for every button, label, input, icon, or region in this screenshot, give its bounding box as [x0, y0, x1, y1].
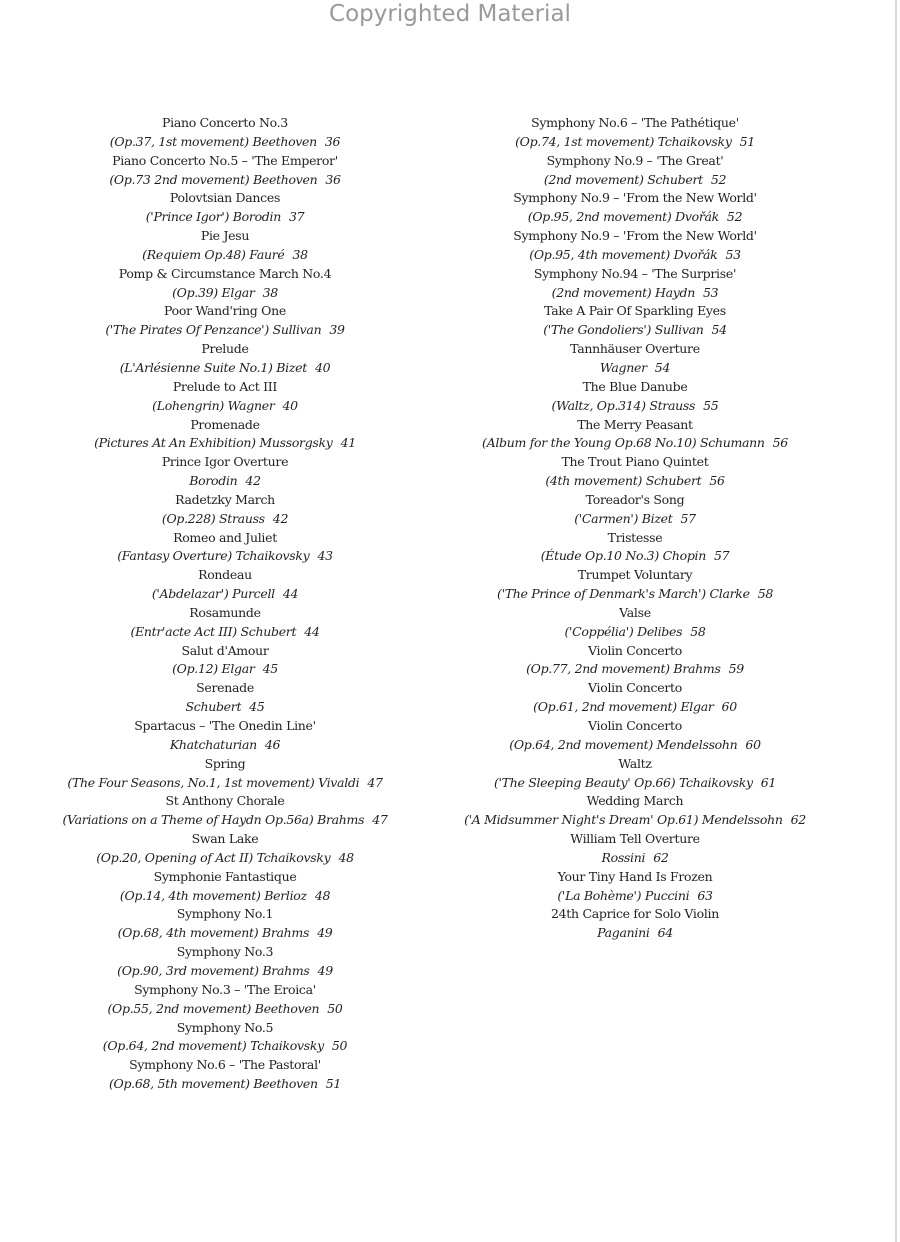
entry-page-number: 57 — [680, 510, 696, 526]
entry-title: Symphony No.6 – 'The Pathétique' — [531, 115, 739, 130]
entry-page-number: 53 — [703, 284, 719, 300]
entry-detail-line — [425, 208, 845, 227]
entry-title: Pomp & Circumstance March No.4 — [118, 265, 332, 281]
entry-page-number: 47 — [367, 774, 383, 790]
contents-entry — [425, 265, 845, 303]
entry-page-number: 49 — [317, 962, 333, 978]
entry-page-number: 56 — [772, 435, 788, 451]
entry-title: Waltz — [618, 755, 652, 771]
entry-title: Prince Igor Overture — [161, 454, 289, 470]
entry-detail: (Variations on a Theme of Haydn Op.56a) Brahms — [62, 812, 365, 828]
contents-entry — [425, 491, 845, 529]
entry-title: Rondeau — [198, 567, 252, 583]
entry-title: Piano Concerto No.5 – 'The Emperor' — [112, 152, 338, 168]
entry-detail-line — [15, 359, 435, 378]
contents-entry — [425, 152, 845, 190]
contents-entry — [15, 114, 435, 152]
entry-title: Salut d'Amour — [181, 642, 269, 658]
entry-title: Spartacus – 'The Onedin Line' — [134, 718, 316, 733]
entry-title: Toreador's Song — [585, 491, 685, 507]
entry-detail: Wagner — [599, 359, 647, 375]
entry-detail-line — [15, 849, 435, 868]
contents-entry — [425, 378, 845, 416]
entry-detail: (Entr'acte Act III) Schubert — [130, 623, 297, 639]
entry-detail-line — [15, 1075, 435, 1094]
entry-title: Serenade — [196, 680, 254, 696]
entry-detail-line — [425, 849, 845, 868]
entry-detail-line — [425, 623, 845, 642]
entry-title: Piano Concerto No.3 — [162, 115, 288, 130]
contents-entry — [15, 1019, 435, 1057]
entry-detail-line — [15, 208, 435, 227]
entry-title: Symphony No.9 – 'From the New World' — [513, 228, 757, 244]
entry-detail: ('Prince Igor') Borodin — [145, 209, 281, 225]
entry-page-number: 43 — [317, 548, 333, 564]
entry-title: Trumpet Voluntary — [577, 567, 693, 583]
entry-detail: Schubert — [185, 699, 242, 715]
entry-title: St Anthony Chorale — [165, 793, 285, 809]
entry-detail: (L'Arlésienne Suite No.1) Bizet — [119, 359, 307, 375]
entry-detail: ('Carmen') Bizet — [574, 510, 673, 526]
entry-detail-line — [425, 434, 845, 453]
entry-page-number: 57 — [713, 548, 730, 564]
entry-page-number: 38 — [292, 246, 308, 262]
contents-entry — [15, 1056, 435, 1094]
entry-detail-line — [425, 660, 845, 679]
entry-title: Valse — [619, 604, 651, 620]
entry-detail: Paganini — [597, 925, 650, 941]
entry-page-number: 44 — [304, 623, 320, 639]
entry-title: William Tell Overture — [570, 831, 700, 847]
contents-entry — [425, 642, 845, 680]
entry-page-number: 42 — [272, 510, 289, 526]
entry-detail-line — [425, 811, 845, 830]
contents-entry — [425, 189, 845, 227]
entry-detail-line — [15, 1000, 435, 1019]
entry-detail: (Op.68, 4th movement) Brahms — [117, 925, 310, 941]
entry-detail: (The Four Seasons, No.1, 1st movement) Vivaldi — [67, 774, 360, 790]
contents-entry — [425, 905, 845, 943]
contents-left-column — [15, 114, 435, 1094]
contents-entry — [15, 792, 435, 830]
entry-page-number: 36 — [325, 171, 341, 187]
entry-detail: (Op.14, 4th movement) Berlioz — [119, 887, 307, 903]
entry-detail-line — [15, 246, 435, 265]
contents-entry — [425, 227, 845, 265]
entry-detail-line — [425, 472, 845, 491]
entry-detail: (Op.64, 2nd movement) Mendelssohn — [509, 736, 738, 752]
entry-detail: (Étude Op.10 No.3) Chopin — [540, 548, 706, 564]
entry-detail-line — [15, 660, 435, 679]
entry-title: Rosamunde — [189, 604, 261, 620]
contents-entry — [15, 755, 435, 793]
entry-title: Polovtsian Dances — [169, 190, 281, 206]
entry-page-number: 62 — [653, 849, 669, 865]
entry-detail-line — [425, 171, 845, 190]
entry-detail: (Op.12) Elgar — [172, 661, 255, 677]
contents-entry — [425, 679, 845, 717]
entry-detail-line — [15, 962, 435, 981]
contents-entry — [15, 981, 435, 1019]
contents-entry — [425, 604, 845, 642]
contents-entry — [15, 830, 435, 868]
contents-entry — [425, 792, 845, 830]
contents-entry — [15, 265, 435, 303]
entry-detail-line — [15, 1037, 435, 1056]
entry-page-number: 40 — [282, 397, 298, 413]
entry-page-number: 60 — [721, 699, 737, 715]
contents-entry — [425, 755, 845, 793]
entry-page-number: 64 — [657, 925, 673, 941]
entry-page-number: 38 — [262, 284, 278, 300]
entry-page-number: 62 — [790, 812, 806, 828]
entry-page-number: 50 — [331, 1038, 348, 1054]
entry-title: Promenade — [190, 416, 260, 432]
entry-detail: (Op.77, 2nd movement) Brahms — [526, 661, 721, 677]
entry-page-number: 51 — [325, 1076, 342, 1092]
entry-title: Pie Jesu — [200, 228, 250, 244]
entry-detail: ('The Prince of Denmark's March') Clarke — [497, 586, 750, 602]
entry-detail-line — [15, 774, 435, 793]
entry-title: Tristesse — [607, 529, 663, 545]
entry-page-number: 59 — [728, 661, 744, 677]
entry-title: The Merry Peasant — [577, 416, 693, 432]
entry-detail: (Requiem Op.48) Fauré — [142, 246, 285, 262]
entry-detail-line — [15, 623, 435, 642]
entry-title: Romeo and Juliet — [173, 529, 277, 545]
entry-page-number: 49 — [317, 925, 333, 941]
entry-detail: ('La Bohème') Puccini — [557, 887, 690, 903]
entry-detail-line — [15, 133, 435, 152]
entry-detail: Rossini — [601, 849, 646, 865]
entry-detail: (Op.73 2nd movement) Beethoven — [109, 171, 318, 187]
entry-title: Prelude to Act III — [172, 378, 278, 394]
contents-entry — [15, 378, 435, 416]
entry-detail-line — [425, 547, 845, 566]
entry-detail-line — [425, 585, 845, 604]
entry-detail-line — [15, 547, 435, 566]
entry-detail: (2nd movement) Haydn — [551, 284, 696, 300]
entry-detail-line — [15, 472, 435, 491]
entry-title: Symphonie Fantastique — [153, 868, 297, 884]
entry-detail: (2nd movement) Schubert — [543, 171, 703, 187]
entry-title: Spring — [204, 755, 246, 771]
contents-entry — [425, 868, 845, 906]
entry-page-number: 45 — [262, 661, 278, 677]
entry-detail: (Fantasy Overture) Tchaikovsky — [117, 548, 310, 564]
entry-detail: (Op.61, 2nd movement) Elgar — [533, 699, 714, 715]
contents-entry — [15, 679, 435, 717]
entry-title: Symphony No.3 – 'The Eroica' — [134, 981, 316, 997]
entry-page-number: 45 — [249, 699, 265, 715]
entry-page-number: 37 — [288, 209, 305, 225]
entry-page-number: 52 — [710, 171, 727, 187]
entry-page-number: 53 — [725, 246, 741, 262]
contents-entry — [15, 529, 435, 567]
entry-page-number: 58 — [757, 586, 773, 602]
entry-title: Tannhäuser Overture — [570, 341, 700, 357]
entry-detail-line — [425, 924, 845, 943]
entry-detail: (Album for the Young Op.68 No.10) Schumann — [482, 435, 765, 451]
entry-detail: ('Abdelazar') Purcell — [151, 586, 275, 602]
contents-entry — [15, 905, 435, 943]
entry-detail-line — [15, 585, 435, 604]
entry-detail-line — [15, 887, 435, 906]
entry-detail-line — [425, 698, 845, 717]
entry-detail-line — [425, 774, 845, 793]
entry-page-number: 52 — [726, 209, 743, 225]
entry-detail-line — [15, 736, 435, 755]
contents-entry — [15, 227, 435, 265]
entry-title: Take A Pair Of Sparkling Eyes — [544, 303, 726, 319]
entry-detail-line — [425, 510, 845, 529]
entry-detail: (Op.228) Strauss — [161, 510, 265, 526]
entry-page-number: 47 — [372, 812, 388, 828]
entry-detail: (Op.64, 2nd movement) Tchaikovsky — [102, 1038, 324, 1054]
contents-entry — [425, 114, 845, 152]
entry-page-number: 42 — [245, 473, 261, 489]
entry-title: Symphony No.1 — [176, 906, 274, 922]
contents-entry — [15, 868, 435, 906]
entry-title: Symphony No.9 – 'The Great' — [546, 152, 724, 168]
entry-page-number: 60 — [745, 736, 761, 752]
entry-detail-line — [425, 246, 845, 265]
entry-page-number: 44 — [282, 586, 299, 602]
contents-right-column — [425, 114, 845, 943]
entry-page-number: 55 — [703, 397, 719, 413]
entry-detail-line — [425, 887, 845, 906]
contents-entry — [15, 453, 435, 491]
contents-entry — [15, 416, 435, 454]
entry-title: Wedding March — [586, 793, 684, 809]
entry-detail-line — [425, 321, 845, 340]
contents-entry — [425, 717, 845, 755]
contents-entry — [15, 189, 435, 227]
contents-entry — [425, 416, 845, 454]
contents-entry — [15, 642, 435, 680]
entry-detail: Borodin — [189, 473, 238, 489]
entry-detail-line — [15, 434, 435, 453]
entry-title: Violin Concerto — [588, 642, 682, 658]
entry-detail-line — [15, 698, 435, 717]
entry-detail: (Op.95, 4th movement) Dvořák — [529, 246, 718, 262]
entry-detail: Khatchaturian — [169, 736, 257, 752]
contents-entry — [15, 152, 435, 190]
entry-page-number: 54 — [711, 322, 727, 338]
entry-page-number: 58 — [690, 623, 706, 639]
entry-detail: (4th movement) Schubert — [545, 473, 702, 489]
entry-detail: ('A Midsummer Night's Dream' Op.61) Mendelssohn — [464, 812, 783, 828]
entry-page-number: 61 — [760, 774, 777, 790]
entry-page-number: 48 — [338, 849, 354, 865]
contents-entry — [425, 830, 845, 868]
entry-title: Prelude — [201, 341, 249, 357]
entry-detail: (Op.95, 2nd movement) Dvořák — [527, 209, 719, 225]
entry-page-number: 63 — [697, 887, 713, 903]
entry-detail-line — [425, 359, 845, 378]
contents-entry — [15, 717, 435, 755]
contents-entry — [15, 340, 435, 378]
entry-detail-line — [15, 284, 435, 303]
entry-title: The Trout Piano Quintet — [561, 454, 709, 470]
entry-detail-line — [15, 510, 435, 529]
entry-title: Symphony No.94 – 'The Surprise' — [533, 265, 737, 281]
entry-title: Your Tiny Hand Is Frozen — [557, 868, 713, 884]
entry-detail: (Op.37, 1st movement) Beethoven — [109, 133, 317, 149]
entry-page-number: 56 — [709, 473, 725, 489]
entry-page-number: 39 — [329, 322, 345, 338]
entry-detail: (Waltz, Op.314) Strauss — [551, 397, 696, 413]
entry-detail-line — [425, 736, 845, 755]
entry-title: Symphony No.6 – 'The Pastoral' — [129, 1057, 321, 1073]
entry-title: Poor Wand'ring One — [164, 303, 286, 319]
entry-title: 24th Caprice for Solo Violin — [551, 906, 719, 922]
entry-page-number: 50 — [327, 1000, 343, 1016]
entry-detail: ('The Sleeping Beauty' Op.66) Tchaikovsky — [493, 774, 753, 790]
entry-detail-line — [425, 133, 845, 152]
entry-page-number: 40 — [314, 359, 331, 375]
entry-detail: (Op.68, 5th movement) Beethoven — [108, 1076, 318, 1092]
entry-title: Violin Concerto — [588, 718, 682, 733]
entry-title: Swan Lake — [191, 831, 259, 847]
entry-detail-line — [15, 321, 435, 340]
entry-detail-line — [425, 284, 845, 303]
entry-detail-line — [15, 171, 435, 190]
entry-page-number: 51 — [739, 133, 755, 149]
contents-entry — [15, 604, 435, 642]
entry-detail: (Op.74, 1st movement) Tchaikovsky — [515, 133, 732, 149]
contents-entry — [425, 340, 845, 378]
contents-entry — [425, 566, 845, 604]
entry-detail-line — [425, 397, 845, 416]
entry-page-number: 54 — [654, 359, 671, 375]
watermark-text: Copyrighted Material — [329, 1, 571, 27]
entry-page-number: 46 — [264, 736, 281, 752]
entry-detail: ('Coppélia') Delibes — [564, 623, 683, 639]
entry-detail: (Op.39) Elgar — [172, 284, 255, 300]
entry-title: Symphony No.5 — [176, 1019, 274, 1035]
entry-title: Radetzky March — [175, 491, 275, 507]
entry-detail-line — [15, 924, 435, 943]
entry-detail: ('The Pirates Of Penzance') Sullivan — [105, 322, 322, 338]
contents-entry — [425, 302, 845, 340]
contents-entry — [425, 529, 845, 567]
entry-title: Symphony No.3 — [176, 944, 274, 960]
entry-detail-line — [15, 397, 435, 416]
entry-title: Symphony No.9 – 'From the New World' — [513, 190, 757, 206]
contents-entry — [15, 943, 435, 981]
entry-title: The Blue Danube — [582, 378, 688, 394]
contents-entry — [425, 453, 845, 491]
entry-detail: ('The Gondoliers') Sullivan — [543, 322, 704, 338]
entry-detail: (Op.20, Opening of Act II) Tchaikovsky — [96, 849, 331, 865]
entry-detail-line — [15, 811, 435, 830]
entry-detail: (Lohengrin) Wagner — [152, 397, 275, 413]
contents-entry — [15, 491, 435, 529]
entry-detail: (Pictures At An Exhibition) Mussorgsky — [94, 435, 333, 451]
entry-page-number: 48 — [314, 887, 331, 903]
entry-detail: (Op.55, 2nd movement) Beethoven — [107, 1000, 320, 1016]
contents-entry — [15, 566, 435, 604]
entry-page-number: 41 — [340, 435, 356, 451]
entry-title: Violin Concerto — [588, 680, 682, 696]
contents-entry — [15, 302, 435, 340]
entry-detail: (Op.90, 3rd movement) Brahms — [117, 962, 310, 978]
entry-page-number: 36 — [324, 133, 341, 149]
